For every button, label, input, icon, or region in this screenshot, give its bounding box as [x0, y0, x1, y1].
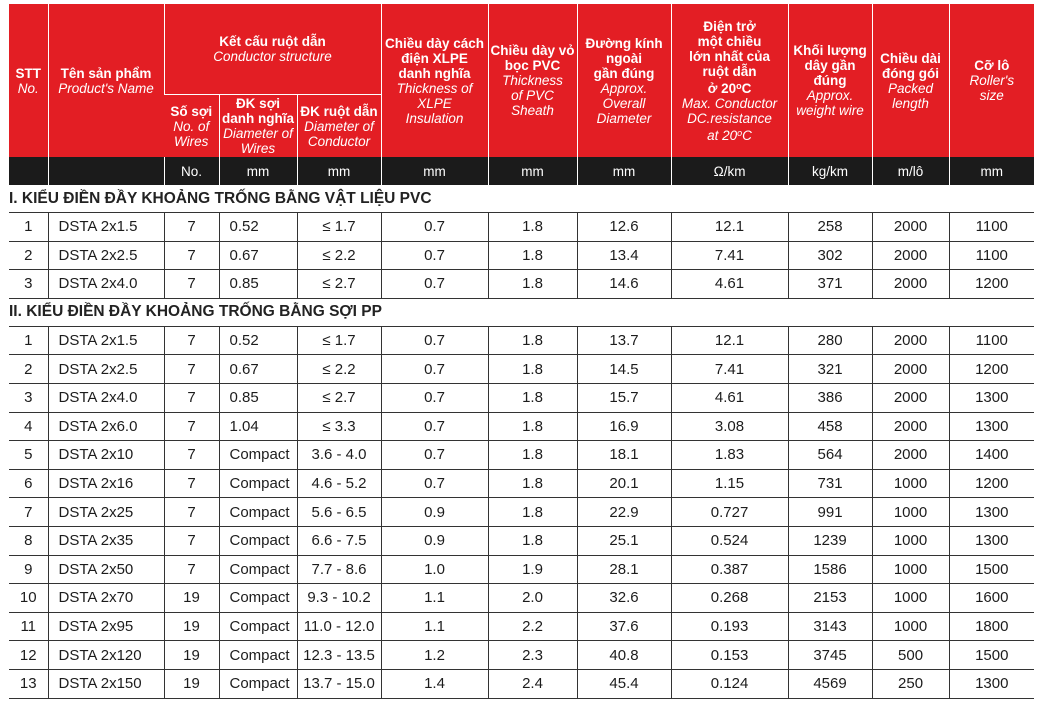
- table-cell: 1000: [872, 526, 949, 555]
- table-cell: 12.1: [671, 326, 788, 355]
- table-cell: 0.9: [381, 498, 488, 527]
- table-row: [9, 669, 1034, 698]
- table-cell: 5: [9, 441, 48, 470]
- table-cell: Compact: [219, 441, 297, 470]
- table-cell: 3.6 - 4.0: [297, 441, 381, 470]
- table-cell: 13.7: [577, 326, 671, 355]
- table-cell: 1500: [949, 555, 1034, 584]
- table-cell: 1000: [872, 612, 949, 641]
- unit-cell: [9, 157, 48, 185]
- table-cell: DSTA 2x6.0: [48, 412, 164, 441]
- table-cell: 7: [164, 441, 219, 470]
- table-cell: 0.7: [381, 441, 488, 470]
- table-cell: 7: [9, 498, 48, 527]
- table-cell: 1.2: [381, 641, 488, 670]
- unit-cell: mm: [219, 157, 297, 185]
- table-cell: 1500: [949, 641, 1034, 670]
- table-cell: 7: [164, 213, 219, 242]
- table-cell: 564: [788, 441, 872, 470]
- header-wire-diameter: ĐK sợi danh nghĩa Diameter of Wires: [219, 95, 297, 158]
- table-cell: 7: [164, 326, 219, 355]
- header-product-name: Tên sản phẩm Product's Name: [48, 4, 164, 157]
- table-cell: 1.8: [488, 355, 577, 384]
- table-row: [9, 441, 1034, 470]
- table-cell: 1400: [949, 441, 1034, 470]
- table-cell: 280: [788, 326, 872, 355]
- header-dc-resistance: Điện trở một chiều lớn nhất của ruột dẫn ở 20$^o$C Max. Conductor DC.resistance at 20$^o$C: [671, 4, 788, 157]
- table-cell: 0.85: [219, 270, 297, 299]
- table-cell: 0.524: [671, 526, 788, 555]
- table-cell: 1.15: [671, 469, 788, 498]
- table-cell: DSTA 2x25: [48, 498, 164, 527]
- table-cell: 0.7: [381, 213, 488, 242]
- table-cell: DSTA 2x4.0: [48, 270, 164, 299]
- table-cell: 2000: [872, 441, 949, 470]
- table-cell: 9: [9, 555, 48, 584]
- table-cell: 0.7: [381, 355, 488, 384]
- table-cell: 1.04: [219, 412, 297, 441]
- table-cell: 8: [9, 526, 48, 555]
- table-cell: 1: [9, 213, 48, 242]
- table-cell: 0.268: [671, 584, 788, 613]
- table-cell: Compact: [219, 612, 297, 641]
- table-cell: 1300: [949, 412, 1034, 441]
- table-cell: 2000: [872, 383, 949, 412]
- unit-cell: [48, 157, 164, 185]
- table-cell: 4: [9, 412, 48, 441]
- header-stt: STT No.: [9, 4, 48, 157]
- table-cell: 10: [9, 584, 48, 613]
- table-cell: 14.6: [577, 270, 671, 299]
- table-cell: 1.8: [488, 469, 577, 498]
- table-cell: ≤ 2.2: [297, 241, 381, 270]
- table-cell: 250: [872, 669, 949, 698]
- unit-cell: mm: [381, 157, 488, 185]
- unit-cell: mm: [297, 157, 381, 185]
- table-cell: 1.8: [488, 412, 577, 441]
- table-cell: 1.8: [488, 326, 577, 355]
- table-cell: 12: [9, 641, 48, 670]
- table-cell: 7: [164, 469, 219, 498]
- table-cell: DSTA 2x2.5: [48, 241, 164, 270]
- table-cell: 321: [788, 355, 872, 384]
- table-cell: 15.7: [577, 383, 671, 412]
- table-row: [9, 555, 1034, 584]
- table-cell: 4569: [788, 669, 872, 698]
- table-row: [9, 469, 1034, 498]
- table-cell: 1100: [949, 326, 1034, 355]
- table-row: [9, 641, 1034, 670]
- table-cell: 22.9: [577, 498, 671, 527]
- table-cell: 0.727: [671, 498, 788, 527]
- table-cell: 0.7: [381, 383, 488, 412]
- header-pvc-thickness: Chiều dày vỏ bọc PVC Thickness of PVC Sheath: [488, 4, 577, 157]
- table-cell: 1200: [949, 355, 1034, 384]
- table-cell: 19: [164, 584, 219, 613]
- table-cell: 9.3 - 10.2: [297, 584, 381, 613]
- table-cell: 11: [9, 612, 48, 641]
- table-cell: 0.7: [381, 326, 488, 355]
- table-cell: 1.8: [488, 441, 577, 470]
- table-cell: Compact: [219, 526, 297, 555]
- table-cell: Compact: [219, 584, 297, 613]
- table-cell: 4.61: [671, 270, 788, 299]
- table-cell: 1.8: [488, 498, 577, 527]
- table-cell: 500: [872, 641, 949, 670]
- table-cell: DSTA 2x10: [48, 441, 164, 470]
- table-cell: 1000: [872, 584, 949, 613]
- table-cell: 13.4: [577, 241, 671, 270]
- table-cell: 20.1: [577, 469, 671, 498]
- table-cell: 0.67: [219, 241, 297, 270]
- table-cell: DSTA 2x120: [48, 641, 164, 670]
- table-cell: 2.4: [488, 669, 577, 698]
- section-title: I. KIỂU ĐIỀN ĐẦY KHOẢNG TRỐNG BẰNG VẬT LIỆU PVC: [9, 185, 1034, 213]
- table-cell: DSTA 2x4.0: [48, 383, 164, 412]
- unit-cell: No.: [164, 157, 219, 185]
- table-row: [9, 213, 1034, 242]
- table-cell: 11.0 - 12.0: [297, 612, 381, 641]
- table-cell: 3143: [788, 612, 872, 641]
- table-cell: 40.8: [577, 641, 671, 670]
- table-cell: 0.193: [671, 612, 788, 641]
- table-cell: DSTA 2x16: [48, 469, 164, 498]
- header-weight: Khối lượng dây gần đúng Approx. weight wire: [788, 4, 872, 157]
- table-cell: Compact: [219, 641, 297, 670]
- table-row: [9, 584, 1034, 613]
- table-row: [9, 612, 1034, 641]
- table-cell: DSTA 2x35: [48, 526, 164, 555]
- table-cell: 37.6: [577, 612, 671, 641]
- table-cell: Compact: [219, 469, 297, 498]
- table-cell: 3: [9, 383, 48, 412]
- table-cell: 1.1: [381, 612, 488, 641]
- table-cell: 7: [164, 383, 219, 412]
- table-cell: 2.0: [488, 584, 577, 613]
- table-cell: ≤ 3.3: [297, 412, 381, 441]
- table-cell: DSTA 2x1.5: [48, 326, 164, 355]
- table-cell: 731: [788, 469, 872, 498]
- table-cell: 13: [9, 669, 48, 698]
- table-cell: 7.7 - 8.6: [297, 555, 381, 584]
- section-header-row: [9, 298, 1034, 326]
- table-row: [9, 412, 1034, 441]
- table-cell: 19: [164, 669, 219, 698]
- table-cell: 1239: [788, 526, 872, 555]
- table-row: [9, 270, 1034, 299]
- table-cell: 0.124: [671, 669, 788, 698]
- table-cell: 4.6 - 5.2: [297, 469, 381, 498]
- table-cell: 6: [9, 469, 48, 498]
- table-cell: 458: [788, 412, 872, 441]
- table-cell: 258: [788, 213, 872, 242]
- table-cell: 2: [9, 241, 48, 270]
- table-cell: 2000: [872, 412, 949, 441]
- table-cell: 1.8: [488, 241, 577, 270]
- table-cell: 28.1: [577, 555, 671, 584]
- table-cell: 1300: [949, 526, 1034, 555]
- units-row: [9, 157, 1034, 185]
- table-cell: 3745: [788, 641, 872, 670]
- table-cell: 7: [164, 412, 219, 441]
- table-cell: 7: [164, 555, 219, 584]
- table-body: [9, 185, 1034, 698]
- table-cell: 1600: [949, 584, 1034, 613]
- table-cell: 1000: [872, 555, 949, 584]
- table-cell: ≤ 1.7: [297, 326, 381, 355]
- section-header-row: [9, 185, 1034, 213]
- table-cell: 2.2: [488, 612, 577, 641]
- table-cell: 7.41: [671, 355, 788, 384]
- table-cell: 2000: [872, 355, 949, 384]
- table-cell: DSTA 2x1.5: [48, 213, 164, 242]
- table-cell: 1.4: [381, 669, 488, 698]
- unit-cell: kg/km: [788, 157, 872, 185]
- table-cell: 2000: [872, 213, 949, 242]
- table-cell: 2000: [872, 241, 949, 270]
- table-cell: 0.153: [671, 641, 788, 670]
- table-cell: 0.85: [219, 383, 297, 412]
- header-conductor-structure: Kết cấu ruột dẫn Conductor structure: [164, 4, 381, 95]
- table-cell: 45.4: [577, 669, 671, 698]
- table-cell: 0.52: [219, 213, 297, 242]
- table-cell: 7: [164, 526, 219, 555]
- table-cell: 1200: [949, 469, 1034, 498]
- table-cell: 0.7: [381, 469, 488, 498]
- table-cell: 1.8: [488, 383, 577, 412]
- table-cell: 32.6: [577, 584, 671, 613]
- table-cell: 2000: [872, 326, 949, 355]
- table-cell: 7: [164, 498, 219, 527]
- table-cell: 1300: [949, 498, 1034, 527]
- unit-cell: mm: [488, 157, 577, 185]
- table-row: [9, 526, 1034, 555]
- table-cell: 3: [9, 270, 48, 299]
- table-cell: 1000: [872, 469, 949, 498]
- table-cell: 14.5: [577, 355, 671, 384]
- table-cell: 1200: [949, 270, 1034, 299]
- table-cell: 371: [788, 270, 872, 299]
- table-cell: 18.1: [577, 441, 671, 470]
- table-cell: 0.52: [219, 326, 297, 355]
- table-row: [9, 241, 1034, 270]
- table-cell: 1: [9, 326, 48, 355]
- table-cell: 991: [788, 498, 872, 527]
- table-cell: 386: [788, 383, 872, 412]
- table-cell: 19: [164, 612, 219, 641]
- table-cell: 3.08: [671, 412, 788, 441]
- table-cell: ≤ 1.7: [297, 213, 381, 242]
- header-roller-size: Cỡ lô Roller's size: [949, 4, 1034, 157]
- table-cell: 1100: [949, 241, 1034, 270]
- table-cell: 16.9: [577, 412, 671, 441]
- table-cell: 1.9: [488, 555, 577, 584]
- table-cell: 1800: [949, 612, 1034, 641]
- table-cell: Compact: [219, 669, 297, 698]
- table-cell: ≤ 2.7: [297, 270, 381, 299]
- table-cell: 0.7: [381, 270, 488, 299]
- table-cell: 1.83: [671, 441, 788, 470]
- table-cell: 1.8: [488, 526, 577, 555]
- table-row: [9, 383, 1034, 412]
- table-cell: 25.1: [577, 526, 671, 555]
- table-cell: 2.3: [488, 641, 577, 670]
- table-row: [9, 498, 1034, 527]
- table-cell: 7.41: [671, 241, 788, 270]
- table-cell: 1.0: [381, 555, 488, 584]
- table-cell: 302: [788, 241, 872, 270]
- table-cell: 7: [164, 355, 219, 384]
- unit-cell: mm: [949, 157, 1034, 185]
- table-cell: 0.7: [381, 412, 488, 441]
- table-cell: 1586: [788, 555, 872, 584]
- table-row: [9, 326, 1034, 355]
- table-cell: 2000: [872, 270, 949, 299]
- header-no-of-wires: Số sợi No. of Wires: [164, 95, 219, 158]
- table-cell: Compact: [219, 555, 297, 584]
- unit-cell: m/lô: [872, 157, 949, 185]
- table-cell: DSTA 2x50: [48, 555, 164, 584]
- unit-cell: Ω/km: [671, 157, 788, 185]
- table-cell: 7: [164, 270, 219, 299]
- table-cell: 5.6 - 6.5: [297, 498, 381, 527]
- table-cell: 0.9: [381, 526, 488, 555]
- table-cell: DSTA 2x150: [48, 669, 164, 698]
- table-cell: 2: [9, 355, 48, 384]
- table-cell: 12.6: [577, 213, 671, 242]
- section-title: II. KIỂU ĐIỀN ĐẦY KHOẢNG TRỐNG BẰNG SỢI PP: [9, 298, 1034, 326]
- table-cell: 1100: [949, 213, 1034, 242]
- table-cell: 12.3 - 13.5: [297, 641, 381, 670]
- table-cell: 1300: [949, 383, 1034, 412]
- table-cell: 7: [164, 241, 219, 270]
- table-cell: 19: [164, 641, 219, 670]
- header-xlpe-thickness: Chiều dày cách điện XLPE danh nghĩa Thickness of XLPE Insulation: [381, 4, 488, 157]
- table-cell: 0.387: [671, 555, 788, 584]
- table-cell: 1.8: [488, 270, 577, 299]
- cable-spec-table: [9, 4, 1034, 699]
- table-row: [9, 355, 1034, 384]
- header-overall-diameter: Đường kính ngoài gần đúng Approx. Overall Diameter: [577, 4, 671, 157]
- table-cell: 2153: [788, 584, 872, 613]
- table-cell: 4.61: [671, 383, 788, 412]
- header-packed-length: Chiều dài đóng gói Packed length: [872, 4, 949, 157]
- table-cell: DSTA 2x95: [48, 612, 164, 641]
- table-cell: 1000: [872, 498, 949, 527]
- table-cell: 6.6 - 7.5: [297, 526, 381, 555]
- table-cell: 0.67: [219, 355, 297, 384]
- table-cell: ≤ 2.2: [297, 355, 381, 384]
- table-cell: 12.1: [671, 213, 788, 242]
- table-cell: DSTA 2x70: [48, 584, 164, 613]
- table-cell: Compact: [219, 498, 297, 527]
- table-cell: 0.7: [381, 241, 488, 270]
- table-cell: ≤ 2.7: [297, 383, 381, 412]
- unit-cell: mm: [577, 157, 671, 185]
- table-cell: 1.8: [488, 213, 577, 242]
- table-cell: 1300: [949, 669, 1034, 698]
- header-conductor-diameter: ĐK ruột dẫn Diameter of Conductor: [297, 95, 381, 158]
- table-cell: 13.7 - 15.0: [297, 669, 381, 698]
- table-cell: DSTA 2x2.5: [48, 355, 164, 384]
- table-cell: 1.1: [381, 584, 488, 613]
